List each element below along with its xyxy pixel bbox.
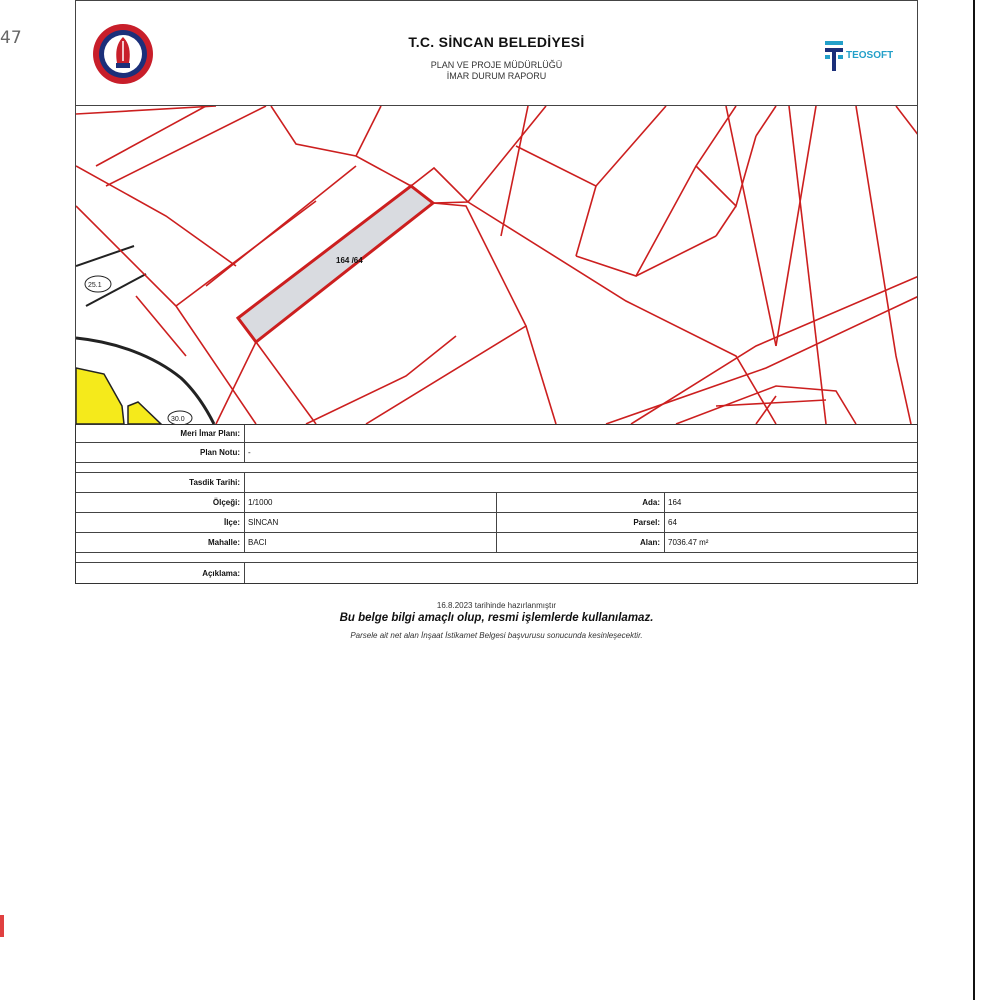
prepared-date-line: 16.8.2023 tarihinde hazırlanmıştır xyxy=(436,601,557,610)
row-spacer xyxy=(76,463,917,473)
olcegi-value: 1/1000 xyxy=(248,498,273,507)
mahalle-value: BACI xyxy=(248,538,267,547)
subtitle-line-1: PLAN VE PROJE MÜDÜRLÜĞÜ xyxy=(430,60,563,70)
alan-label: Alan: xyxy=(496,533,665,552)
plan-notu-label: Plan Notu: xyxy=(76,443,245,462)
road-label-1: 25.1 xyxy=(88,282,102,289)
page-corner-number: 47 xyxy=(0,28,22,48)
edge-mark xyxy=(0,915,4,937)
disclaimer-warning: Bu belge bilgi amaçlı olup, resmi işlemlerde kullanılamaz. xyxy=(339,612,654,624)
row-ilce-parsel xyxy=(76,513,917,533)
parsel-value: 64 xyxy=(668,518,677,527)
mahalle-label: Mahalle: xyxy=(76,533,245,552)
parcel-label: 164 /64 xyxy=(336,256,363,265)
aciklama-value xyxy=(245,563,919,583)
teosoft-logo-text: TEOSOFT xyxy=(846,50,893,61)
row-aciklama xyxy=(76,563,917,583)
zoning-info-table xyxy=(75,424,918,584)
aciklama-label: Açıklama: xyxy=(76,563,245,583)
yellow-zone-2 xyxy=(128,402,161,424)
row-plan-notu xyxy=(76,443,917,463)
ada-label: Ada: xyxy=(496,493,665,512)
plan-notu-value: - xyxy=(248,448,251,457)
row-meri-imar-plani xyxy=(76,425,917,443)
parcel-map-drawing xyxy=(76,106,918,424)
olcegi-label: Ölçeği: xyxy=(76,493,245,512)
row-tasdik-tarihi xyxy=(76,473,917,493)
alan-value: 7036.47 m² xyxy=(668,538,709,547)
teosoft-logo xyxy=(821,35,893,75)
report-title: T.C. SİNCAN BELEDİYESİ xyxy=(408,34,585,50)
meri-imar-plani-label: Meri İmar Planı: xyxy=(76,425,245,442)
ada-value: 164 xyxy=(668,498,682,507)
page-border-line xyxy=(973,0,975,1000)
parsel-label: Parsel: xyxy=(496,513,665,532)
meri-imar-plani-value xyxy=(245,425,919,442)
report-subtitle xyxy=(76,60,917,82)
road-label-2: 30.0 xyxy=(171,416,185,423)
net-area-note: Parsele ait net alan İnşaat İstikamet Belgesi başvurusu sonucunda kesinleşecektir. xyxy=(350,631,643,640)
ilce-label: İlçe: xyxy=(76,513,245,532)
parcel-lines xyxy=(76,106,918,424)
row-mahalle-alan xyxy=(76,533,917,553)
row-olcek-ada xyxy=(76,493,917,513)
tasdik-tarihi-label: Tasdik Tarihi: xyxy=(76,473,245,492)
ilce-value: SİNCAN xyxy=(248,518,279,527)
report-header xyxy=(75,0,918,106)
subtitle-line-2: İMAR DURUM RAPORU xyxy=(446,71,547,81)
yellow-zone-1 xyxy=(76,368,124,424)
parcel-map xyxy=(75,106,918,424)
tasdik-tarihi-value xyxy=(245,473,919,492)
row-spacer-2 xyxy=(76,553,917,563)
